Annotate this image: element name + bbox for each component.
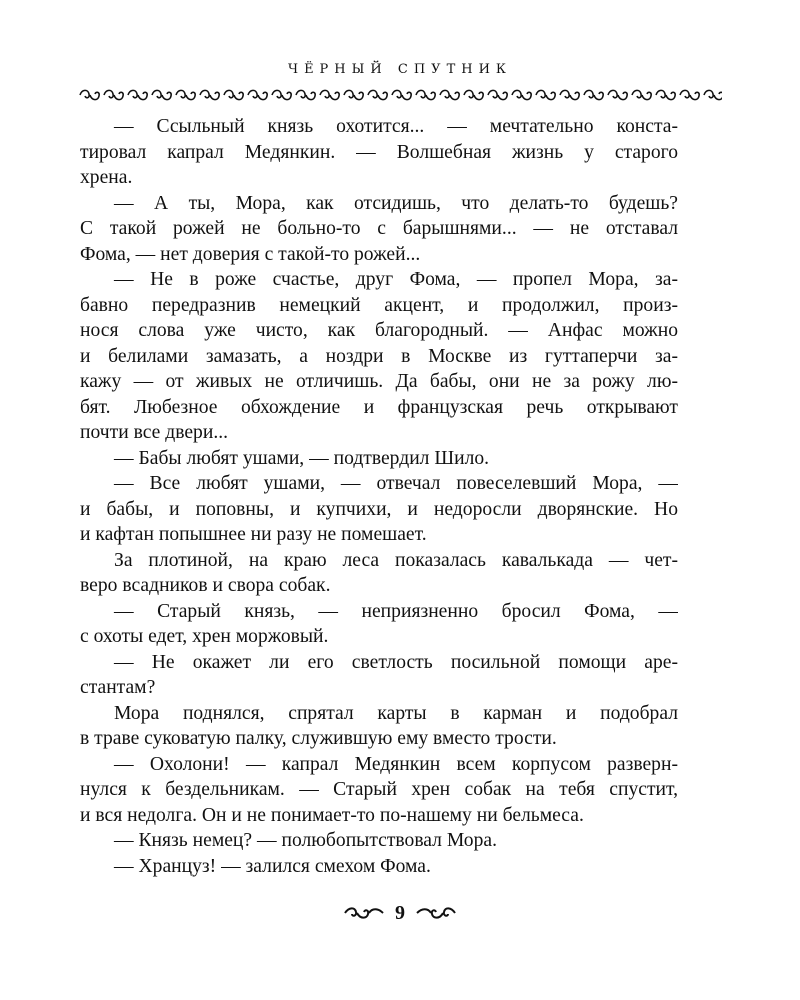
text-line: в траве суковатую палку, служившую ему вместо трости.	[80, 728, 557, 749]
text-line: — Старый князь, — неприязненно бросил Фома, —	[114, 600, 678, 622]
text-line: С такой рожей не больно-то с барышнями... — не отставал	[80, 218, 678, 239]
ornament-rule	[78, 86, 722, 104]
page-number: 9	[395, 901, 405, 924]
text-line: почти все двери...	[80, 422, 229, 443]
text-line: — Не окажет ли его светлость посильной помощи аре-	[114, 651, 678, 673]
left-flourish-icon	[343, 904, 385, 922]
paragraph	[80, 650, 678, 701]
text-line: Фома, — нет доверия с такой-то рожей...	[80, 243, 421, 265]
text-line: и вся недолга. Он и не понимает-то по-нашему ни бельмеса.	[80, 804, 584, 826]
text-line: — А ты, Мора, как отсидишь, что делать-то будешь?	[114, 192, 678, 214]
page-folio	[0, 895, 800, 931]
text-line: — Все любят ушами, — отвечал повеселевший Мора, —	[114, 473, 678, 494]
paragraph	[80, 599, 678, 650]
paragraph	[80, 548, 678, 599]
text-line: — Не в роже счастье, друг Фома, — пропел Мора, за-	[114, 269, 678, 290]
right-flourish-icon	[415, 904, 457, 922]
paragraph	[80, 191, 678, 268]
text-line: — Охолони! — капрал Медянкин всем корпусом разверн-	[114, 753, 678, 775]
text-line: — Бабы любят ушами, — подтвердил Шило.	[114, 447, 490, 469]
paragraph	[80, 267, 678, 446]
paragraph	[80, 471, 678, 548]
text-line: и бабы, и поповны, и купчихи, и недоросли дворянские. Но	[80, 498, 678, 520]
text-line: хрена.	[80, 167, 133, 188]
text-line: нося слова уже чисто, как благородный. — Анфас можно	[80, 320, 678, 341]
paragraph	[80, 752, 678, 829]
text-line: кажу — от живых не отличишь. Да бабы, они не за рожу лю-	[80, 371, 678, 392]
paragraph	[80, 114, 678, 191]
running-head: ЧЁРНЫЙ СПУТНИК	[288, 62, 512, 77]
text-line: Мора поднялся, спрятал карты в карман и подобрал	[114, 702, 678, 724]
text-line: и кафтан попышнее ни разу не помешает.	[80, 524, 427, 545]
text-line: бавно передразнив немецкий акцент, и продолжил, произ-	[80, 294, 678, 316]
paragraph	[80, 446, 678, 472]
text-line: и белилами замазать, а ноздри в Москве из гуттаперчи за-	[80, 345, 678, 367]
text-line: с охоты едет, хрен моржовый.	[80, 626, 329, 647]
text-line: стантам?	[80, 677, 156, 698]
paragraph	[80, 854, 678, 880]
text-line: бят. Любезное обхождение и французская речь открывают	[80, 396, 678, 418]
text-line: За плотиной, на краю леса показалась кавалькада — чет-	[114, 549, 678, 571]
text-line: — Князь немец? — полюбопытствовал Мора.	[114, 830, 497, 851]
paragraph	[80, 701, 678, 752]
paragraph	[80, 828, 678, 854]
text-line: тировал капрал Медянкин. — Волшебная жизнь у старого	[80, 141, 678, 163]
text-line: веро всадников и свора собак.	[80, 575, 331, 596]
text-line: — Ссыльный князь охотится... — мечтательно конста-	[114, 116, 678, 137]
body-text	[80, 114, 678, 879]
text-line: нулся к бездельникам. — Старый хрен собак на тебя спустит,	[80, 779, 678, 800]
text-line: — Хранцуз! — залился смехом Фома.	[114, 855, 431, 877]
